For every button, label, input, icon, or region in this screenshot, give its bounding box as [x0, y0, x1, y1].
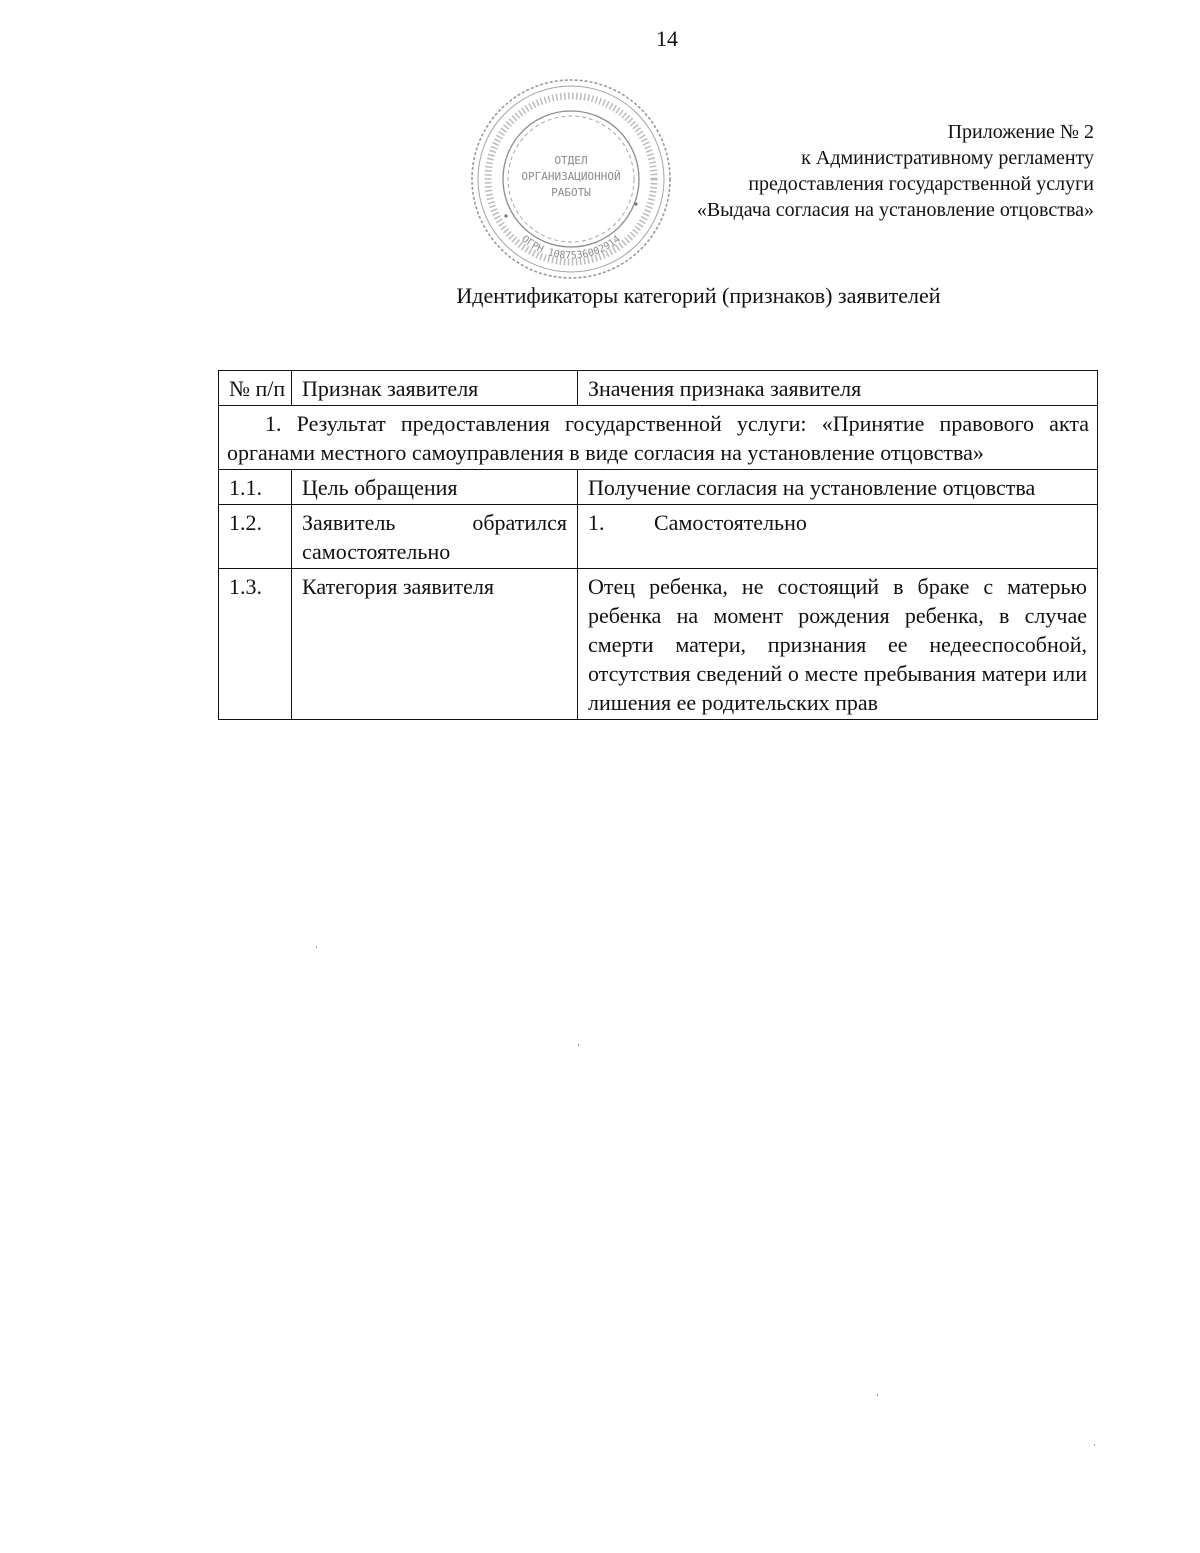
annex-line-1: Приложение № 2: [947, 121, 1094, 143]
row-value: Отец ребенка, не состоящий в браке с матерью ребенка на момент рождения ребенка, в случае смерти матери, признания ее недееспособной, отсутствия сведений о месте пребывания матери или лишения ее родительских прав: [578, 569, 1098, 720]
annex-line-4: «Выдача согласия на установление отцовства»: [696, 199, 1094, 221]
row-sign: Цель обращения: [292, 470, 578, 505]
row-num: 1.2.: [219, 505, 292, 569]
table-section-row: [219, 406, 1098, 470]
row-num: 1.3.: [219, 569, 292, 720]
table-row: [219, 470, 1098, 505]
row-sign: Заявитель обратился самостоятельно: [292, 505, 578, 569]
row-value: Самостоятельно: [654, 510, 807, 535]
header-sign: Признак заявителя: [292, 371, 578, 406]
annex-line-3: предоставления государственной услуги: [748, 173, 1094, 195]
scan-speck: [316, 946, 317, 948]
row-value-cell: [578, 505, 1098, 569]
seal-text-ogrn: ОГРН 1087536002914: [519, 233, 623, 262]
scan-speck: [877, 1394, 878, 1396]
header-num: № п/п: [219, 371, 292, 406]
official-seal: [468, 76, 674, 282]
seal-text-line3: РАБОТЫ: [551, 186, 591, 199]
scan-speck: [578, 1044, 579, 1046]
table-header-row: [219, 371, 1098, 406]
table-row: [219, 505, 1098, 569]
scan-speck: [1094, 1444, 1095, 1446]
row-sign: Категория заявителя: [292, 569, 578, 720]
header-values: Значения признака заявителя: [578, 371, 1098, 406]
seal-text-line1: ОТДЕЛ: [554, 154, 588, 167]
row-num: 1.1.: [219, 470, 292, 505]
table-row: [219, 569, 1098, 720]
document-title: Идентификаторы категорий (признаков) заявителей: [456, 283, 941, 308]
section-heading: 1. Результат предоставления государственной услуги: «Принятие правового акта органами местного самоуправления в виде согласия на установление отцовства»: [219, 406, 1098, 470]
seal-text-line2: ОРГАНИЗАЦИОННОЙ: [521, 170, 621, 183]
row-value: Получение согласия на установление отцовства: [578, 470, 1098, 505]
svg-text:ОГРН 1087536002914: [519, 234, 622, 262]
annex-header: [697, 119, 1094, 223]
annex-line-2: к Административному регламенту: [801, 147, 1094, 169]
row-value-list-number: 1.: [588, 510, 605, 535]
identifiers-table: [218, 370, 1098, 720]
page-number: 14: [656, 26, 678, 51]
